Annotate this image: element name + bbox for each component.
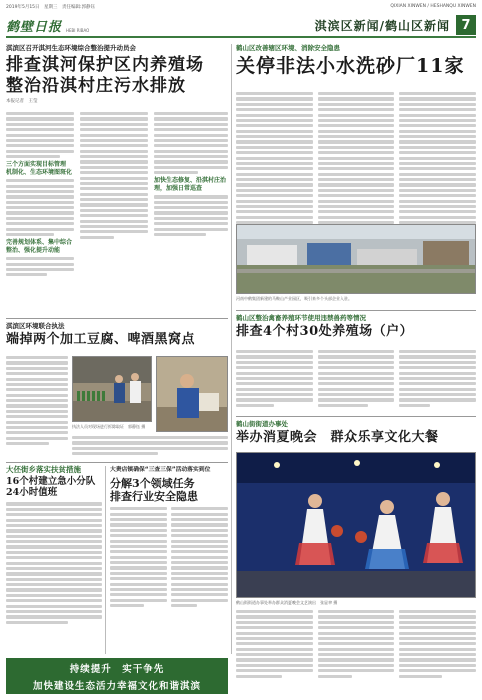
body-text	[318, 610, 395, 678]
body-text	[236, 350, 313, 407]
photo-officer	[156, 356, 228, 432]
left-lead-article	[6, 44, 228, 106]
right-lead-article	[236, 44, 476, 78]
right-story3	[236, 420, 476, 446]
body-text	[6, 356, 68, 445]
photo-officer-image	[157, 357, 228, 432]
header-topline	[6, 4, 476, 14]
right-story3-body	[236, 610, 476, 678]
left-story2-headline: 端掉两个加工豆腐、啤酒黑窝点	[6, 332, 196, 347]
left-story3	[6, 466, 102, 624]
left-subhead-1: 三个方面实现目标管理 机制化、生态环境图斑化	[6, 161, 73, 177]
left-story2	[6, 322, 228, 348]
photo-enforcement-image	[73, 357, 152, 422]
right-story3-kicker: 鹤山街街道办事处	[236, 420, 288, 428]
photo-stage-performance-image	[237, 453, 476, 598]
body-text	[6, 179, 74, 236]
footer-line-2: 加快建设生态活力幸福文化和谐淇滨	[32, 680, 201, 692]
left-story2-caption: 执法人员对现场进行拆除取证 郭静钰 摄	[72, 424, 146, 429]
pinyin-label: QIXIAN XINWEN / HESHANQU XINWEN	[390, 4, 476, 9]
left-story2-kicker: 淇滨区环境联合执法	[6, 322, 65, 330]
right-story2-headline: 排查4个村30处养殖场（户）	[236, 324, 414, 339]
photo-industrial-park	[236, 224, 476, 294]
photo-industrial-park-image	[237, 225, 476, 294]
left-story2-text	[6, 356, 68, 445]
left-story4	[110, 466, 228, 607]
section-title: 淇滨区新闻/鹤山区新闻	[314, 18, 450, 33]
left-subhead-2: 完善规划体系、集中综合整治、强化提升动能	[6, 239, 73, 255]
column-divider-small	[105, 466, 106, 654]
footer-line-1: 持续提升 实干争先	[69, 663, 165, 675]
photo-enforcement	[72, 356, 152, 422]
separator	[6, 462, 228, 463]
left-story4-body	[110, 507, 228, 607]
left-story3-headline-2: 16个村建立急小分队	[6, 475, 96, 487]
body-text	[110, 507, 167, 607]
photo-stage-performance	[236, 452, 476, 598]
body-text	[171, 507, 228, 607]
body-text	[80, 112, 148, 239]
left-story3-headline-3: 24小时值班	[6, 486, 58, 498]
left-lead-col3	[154, 112, 228, 236]
left-lead-col2	[80, 112, 148, 239]
body-text	[318, 350, 395, 407]
body-text	[154, 195, 228, 236]
body-text	[6, 502, 102, 623]
right-story2-kicker: 鹤山区整治禽畜养殖环节使用违禁兽药等情况	[236, 314, 366, 322]
right-story2	[236, 314, 476, 340]
left-story4-headline-2: 排查行业安全隐患	[110, 489, 198, 503]
separator	[236, 416, 476, 417]
left-story4-kicker: 大赉店镇确保“三查三保”活动落实到位	[110, 467, 211, 473]
date-info: 2019年5月15日 星期三 责任编辑:郭静钰	[6, 5, 96, 10]
separator	[6, 318, 228, 319]
body-text	[154, 112, 228, 174]
left-lead-headline-2: 整治沿淇村庄污水排放	[6, 75, 186, 96]
footer-banner	[6, 658, 228, 694]
body-text	[72, 436, 228, 455]
body-text	[6, 257, 74, 276]
right-lead-caption: 河南中鹤集团新建的马鞍山产业园区，吸引来多个头部企业入驻。	[236, 296, 352, 301]
left-story4-headline-1: 分解3个领域任务	[110, 477, 195, 490]
right-lead-kicker: 鹤山区改善辖区环境、消除安全隐患	[236, 44, 340, 52]
masthead	[6, 14, 476, 38]
right-lead-headline: 关停非法小水洗砂厂11家	[236, 55, 465, 77]
left-lead-col1	[6, 112, 74, 276]
right-story3-headline: 举办消夏晚会 群众乐享文化大餐	[236, 430, 439, 445]
newspaper-logo: 鹤壁日报	[6, 19, 63, 35]
left-story3-headline-1: 大伾街乡落实扶贫措施	[6, 465, 81, 474]
left-lead-kicker: 淇滨区召开淇河生态环境综合整治提升动员会	[6, 44, 136, 52]
body-text	[236, 610, 313, 678]
left-lead-headline-1: 排查淇河保护区内养殖场	[6, 55, 204, 75]
right-story2-body	[236, 350, 476, 407]
body-text	[6, 112, 74, 158]
body-text	[399, 610, 476, 678]
column-divider	[231, 44, 232, 654]
page-number: 7	[456, 15, 476, 35]
left-story2-text2	[72, 436, 228, 455]
left-lead-byline: 本报记者 王莹	[6, 99, 38, 105]
body-text	[399, 350, 476, 407]
newspaper-logo-sub: HEBI RIBAO	[66, 28, 90, 33]
left-subhead-3: 加快生态修复、沿淇村庄治理，加强日常巡查	[154, 177, 227, 193]
right-story3-caption: 鹤山街街道办事处举办群众消夏晚会文艺演出 张显聿 摄	[236, 600, 338, 605]
separator	[236, 310, 476, 311]
